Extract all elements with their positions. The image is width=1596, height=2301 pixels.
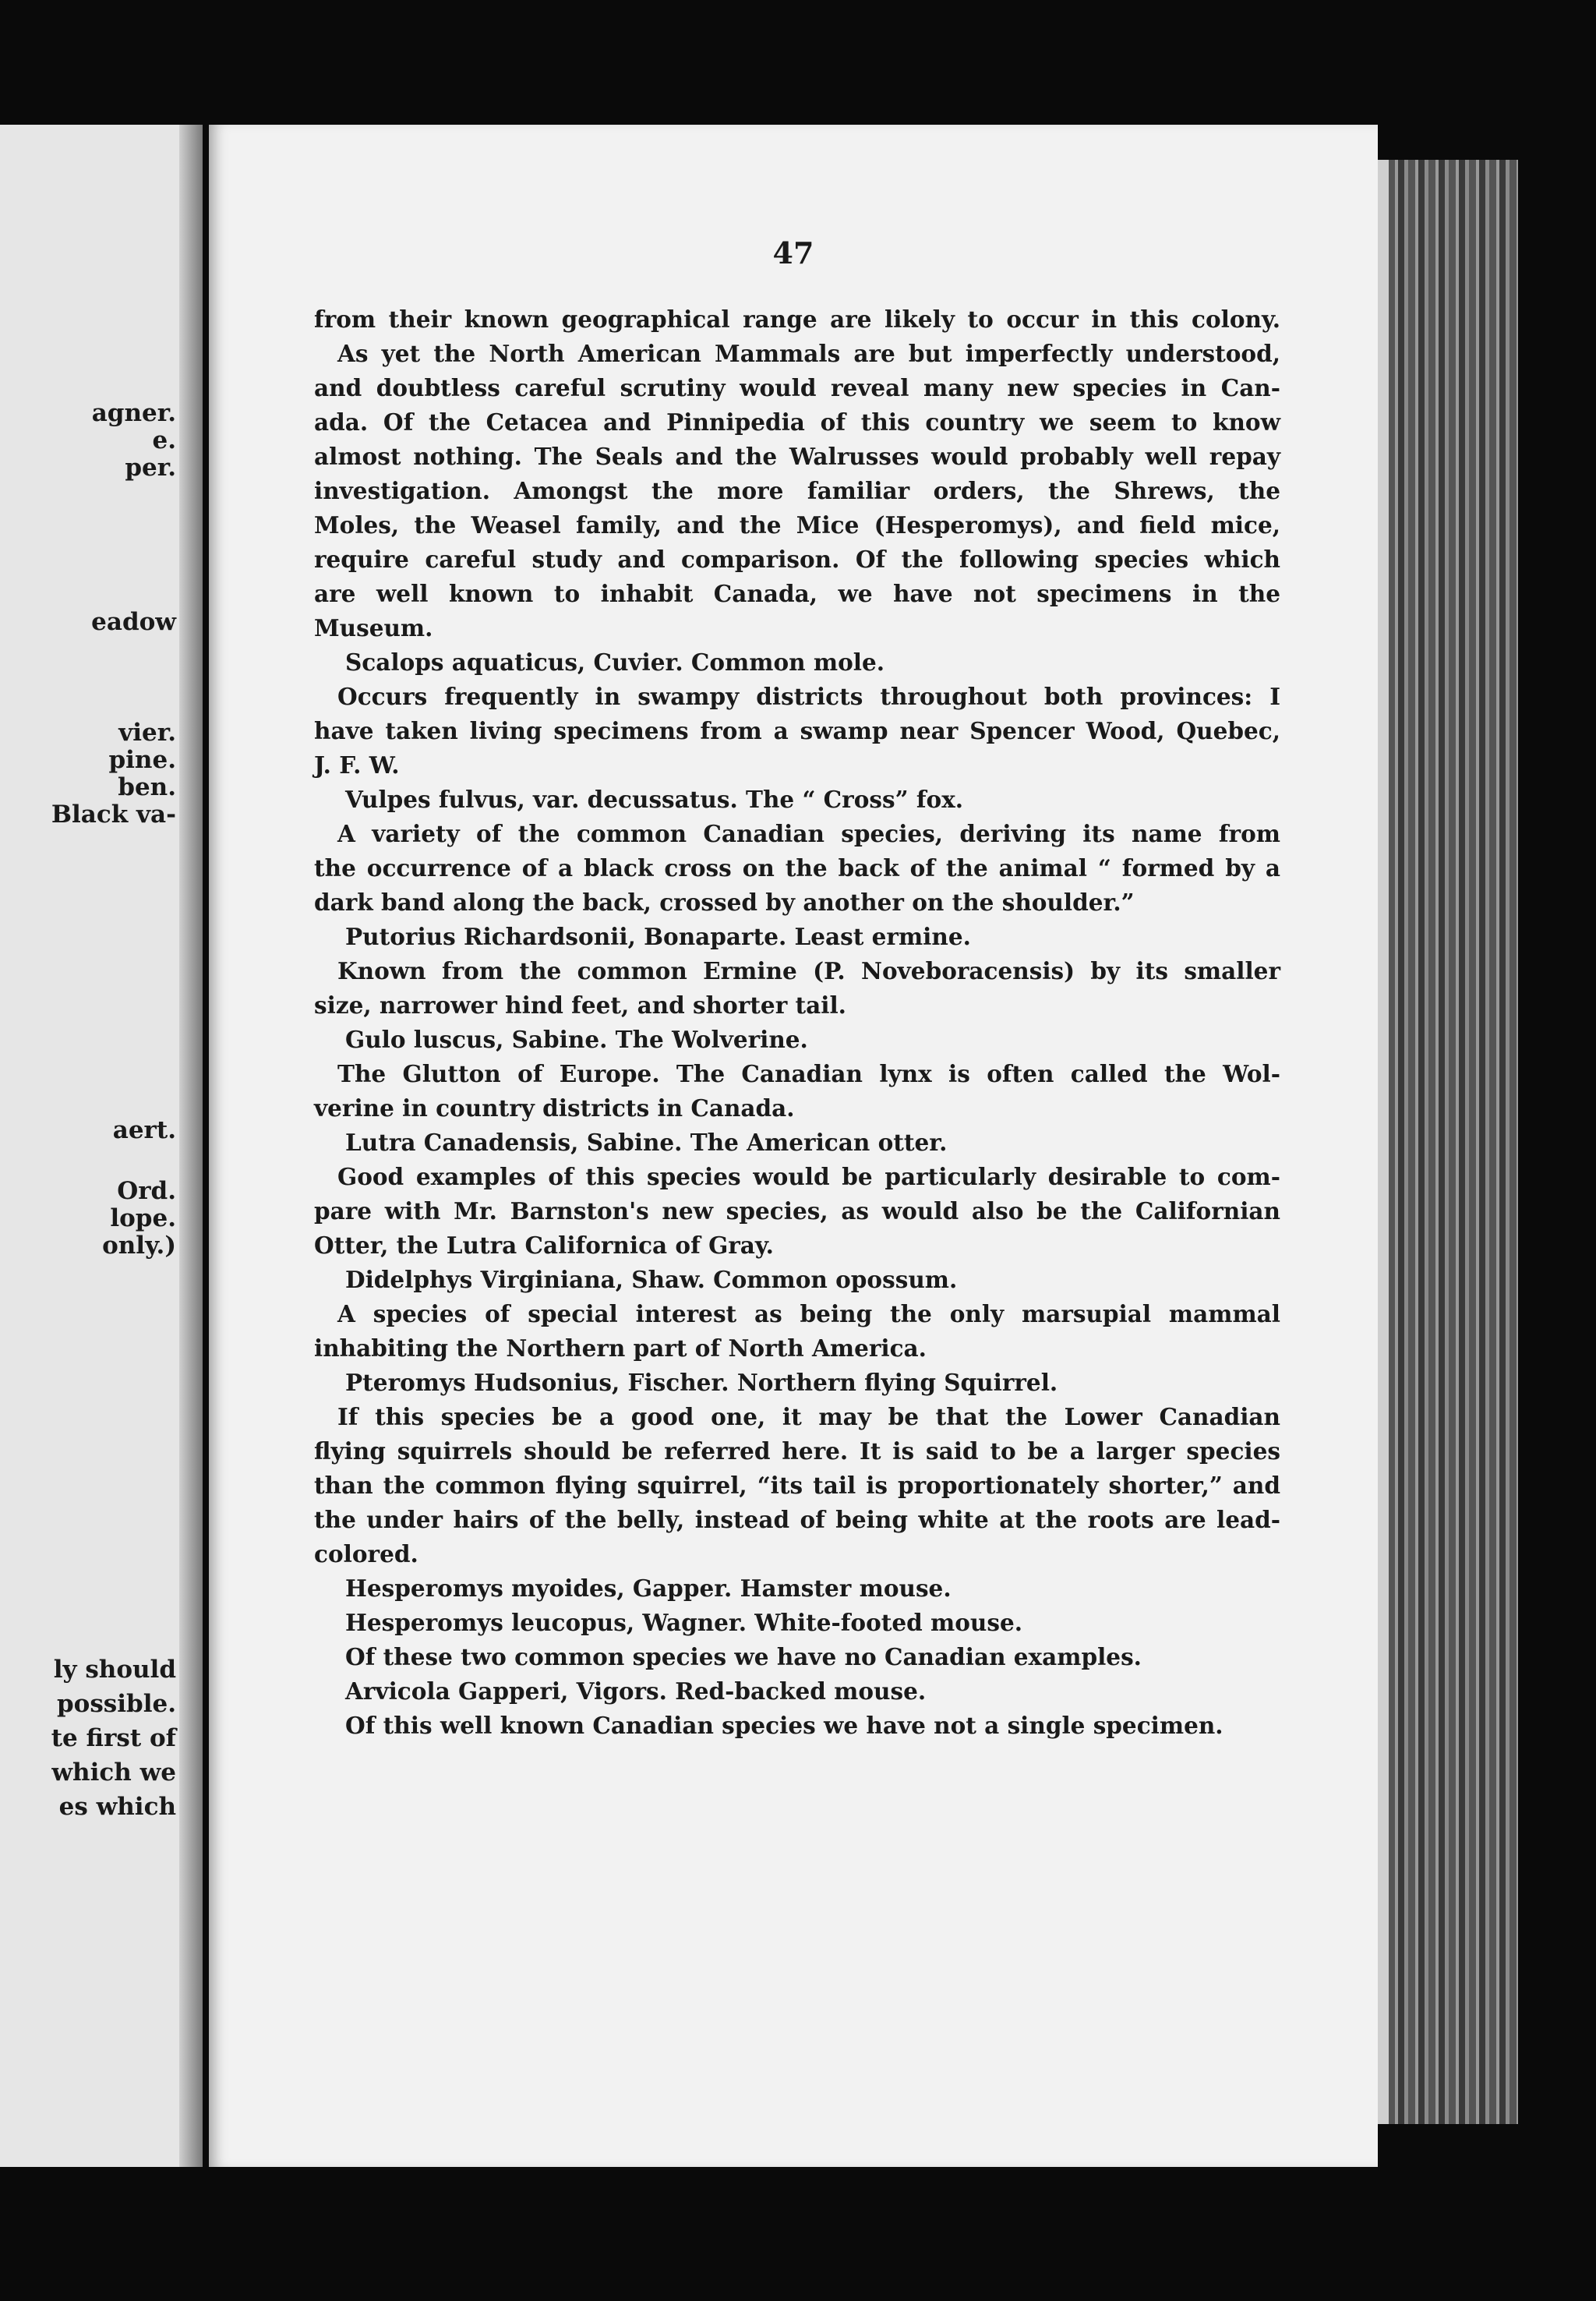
- left-page-fragment: only.): [102, 1232, 176, 1260]
- body-text-line: the under hairs of the belly, instead of being white at the roots are lead-: [314, 1506, 1280, 1533]
- left-facing-page: [0, 125, 203, 2167]
- page-body-text: [314, 302, 1280, 1743]
- left-page-fragment: Black va-: [51, 801, 176, 829]
- body-text-line: The Glutton of Europe. The Canadian lynx is often called the Wol-: [337, 1060, 1280, 1087]
- left-page-fragment: aert.: [112, 1116, 176, 1144]
- page-edge-highlight: [1378, 160, 1389, 2124]
- body-text-line: the occurrence of a black cross on the back of the animal “ formed by a: [314, 854, 1280, 882]
- species-heading-line: Of this well known Canadian species we have not a single specimen.: [345, 1712, 1223, 1739]
- left-page-fragment: lope.: [110, 1204, 176, 1232]
- body-text-line: dark band along the back, crossed by another on the shoulder.”: [314, 889, 1135, 916]
- right-page: [209, 125, 1378, 2167]
- body-text-line: verine in country districts in Canada.: [314, 1094, 795, 1122]
- left-page-fragment: possible.: [56, 1690, 176, 1718]
- body-text-line: investigation. Amongst the more familiar orders, the Shrews, the: [314, 477, 1280, 504]
- body-text-line: and doubtless careful scrutiny would reveal many new species in Can-: [314, 374, 1280, 401]
- left-page-fragment: per.: [125, 454, 176, 482]
- book-page-edges: [1378, 160, 1518, 2124]
- body-text-line: pare with Mr. Barnston's new species, as would also be the Californian: [314, 1197, 1280, 1225]
- left-page-fragment: pine.: [108, 746, 176, 774]
- species-heading-line: Vulpes fulvus, var. decussatus. The “ Cross” fox.: [345, 786, 964, 813]
- species-heading-line: Hesperomys leucopus, Wagner. White-footed mouse.: [345, 1609, 1023, 1636]
- species-heading-line: Hesperomys myoides, Gapper. Hamster mouse.: [345, 1575, 952, 1602]
- body-text-line: inhabiting the Northern part of North America.: [314, 1334, 927, 1362]
- body-text-line: J. F. W.: [314, 751, 400, 779]
- page-number: 47: [772, 235, 814, 270]
- body-text-line: Good examples of this species would be particularly desirable to com-: [337, 1163, 1280, 1190]
- left-page-fragment: vier.: [118, 719, 176, 747]
- species-heading-line: Gulo luscus, Sabine. The Wolverine.: [345, 1026, 808, 1053]
- left-page-fragment: which we: [51, 1758, 176, 1787]
- body-text-line: almost nothing. The Seals and the Walrusses would probably well repay: [314, 443, 1280, 470]
- body-text-line: size, narrower hind feet, and shorter tail.: [314, 991, 846, 1019]
- species-heading-line: Lutra Canadensis, Sabine. The American otter.: [345, 1129, 948, 1156]
- book-gutter-shadow: [179, 125, 203, 2167]
- body-text-line: from their known geographical range are likely to occur in this colony.: [314, 306, 1280, 333]
- left-page-fragment: eadow: [91, 608, 176, 636]
- left-page-fragment: agner.: [91, 399, 176, 427]
- left-page-fragment: ly should: [53, 1656, 176, 1684]
- left-page-fragment: e.: [152, 426, 176, 454]
- body-text-line: are well known to inhabit Canada, we have not specimens in the: [314, 580, 1280, 607]
- left-page-fragment: es which: [58, 1793, 176, 1821]
- species-heading-line: Pteromys Hudsonius, Fischer. Northern flying Squirrel.: [345, 1369, 1058, 1396]
- body-text-line: A species of special interest as being the only marsupial mammal: [337, 1300, 1280, 1327]
- body-text-line: flying squirrels should be referred here. It is said to be a larger species: [314, 1437, 1280, 1465]
- species-heading-line: Of these two common species we have no Canadian examples.: [345, 1643, 1142, 1670]
- species-heading-line: Putorius Richardsonii, Bonaparte. Least ermine.: [345, 923, 971, 950]
- body-text-line: ada. Of the Cetacea and Pinnipedia of this country we seem to know: [314, 408, 1280, 436]
- body-text-line: As yet the North American Mammals are but imperfectly understood,: [337, 340, 1280, 367]
- body-text-line: require careful study and comparison. Of the following species which: [314, 546, 1280, 573]
- body-text-line: Moles, the Weasel family, and the Mice (Hesperomys), and field mice,: [314, 511, 1280, 539]
- species-heading-line: Arvicola Gapperi, Vigors. Red-backed mouse.: [345, 1677, 927, 1705]
- body-text-line: Occurs frequently in swampy districts throughout both provinces: I: [337, 683, 1280, 710]
- body-text-line: than the common flying squirrel, “its tail is proportionately shorter,” and: [314, 1472, 1280, 1499]
- body-text-line: A variety of the common Canadian species, deriving its name from: [337, 820, 1280, 847]
- body-text-line: If this species be a good one, it may be that the Lower Canadian: [337, 1403, 1280, 1430]
- body-text-line: colored.: [314, 1540, 418, 1568]
- body-text-line: have taken living specimens from a swamp near Spencer Wood, Quebec,: [314, 717, 1280, 744]
- left-page-fragment: ben.: [118, 773, 176, 801]
- body-text-line: Museum.: [314, 614, 433, 642]
- species-heading-line: Scalops aquaticus, Cuvier. Common mole.: [345, 649, 885, 676]
- body-text-line: Otter, the Lutra Californica of Gray.: [314, 1232, 774, 1259]
- body-text-line: Known from the common Ermine (P. Noveboracensis) by its smaller: [337, 957, 1280, 984]
- species-heading-line: Didelphys Virginiana, Shaw. Common opossum.: [345, 1266, 958, 1293]
- left-page-fragment: te first of: [51, 1724, 176, 1752]
- left-page-fragment: Ord.: [117, 1177, 176, 1205]
